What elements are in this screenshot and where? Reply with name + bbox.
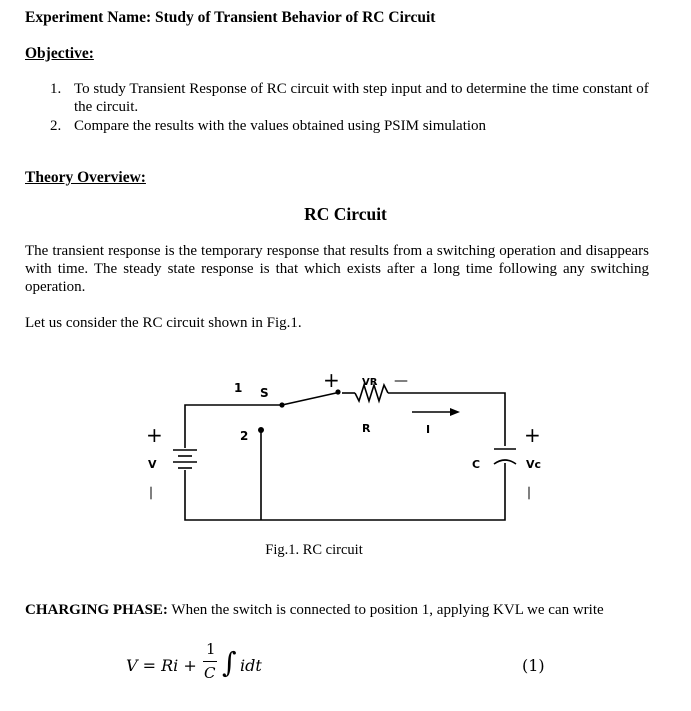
wire-resistor-capacitor xyxy=(388,393,505,446)
equation-lhs: V = Ri + xyxy=(126,656,197,675)
charging-phase-line xyxy=(25,602,604,619)
section-title: RC Circuit xyxy=(304,204,387,224)
equation-fraction-bar xyxy=(203,661,217,662)
equation-integrand: idt xyxy=(240,656,262,675)
switch-pos1-label: 1 xyxy=(234,381,243,395)
switch-pos2-label: 2 xyxy=(240,429,249,443)
objective-list xyxy=(50,80,650,136)
figure-caption: Fig.1. RC circuit xyxy=(265,542,363,558)
source-minus: — xyxy=(143,486,159,500)
capacitor-label: C xyxy=(472,458,481,471)
objective-heading: Objective: xyxy=(25,45,94,62)
current-arrow-head xyxy=(450,408,460,416)
objective-number: 2. xyxy=(50,118,62,134)
vr-plus: + xyxy=(323,368,340,392)
vc-plus: + xyxy=(524,423,541,447)
vr-label: VR xyxy=(362,377,378,388)
switch-label: S xyxy=(260,386,269,400)
theory-heading: Theory Overview: xyxy=(25,169,146,186)
switch-pivot xyxy=(279,402,284,407)
equation-fraction-denominator: C xyxy=(204,664,216,682)
theory-paragraph: The transient response is the temporary response that results from a switching operation and disappears with time. The steady state response is that which exists after a long time following any switching operation. xyxy=(25,243,649,295)
resistor-label: R xyxy=(362,422,371,435)
equation-fraction-numerator: 1 xyxy=(206,640,216,658)
rc-circuit-diagram xyxy=(130,368,570,538)
vr-minus: — xyxy=(394,373,408,389)
experiment-title: Experiment Name: Study of Transient Behavior of RC Circuit xyxy=(25,9,436,26)
vc-minus: — xyxy=(521,486,537,500)
charging-phase-label: CHARGING PHASE: xyxy=(25,602,168,618)
objective-item-1 xyxy=(50,80,650,116)
source-plus: + xyxy=(146,423,163,447)
charging-phase-text: When the switch is connected to position 1, applying KVL we can write xyxy=(167,602,604,618)
equation-number: (1) xyxy=(522,656,545,675)
vc-label: Vc xyxy=(526,458,542,471)
wire-bottom xyxy=(185,463,505,520)
objective-text: Compare the results with the values obtained using PSIM simulation xyxy=(74,118,487,134)
objective-text: To study Transient Response of RC circuit with step input and to determine the time constant of the circuit. xyxy=(74,81,649,115)
switch-blade xyxy=(282,393,336,405)
wire-battery-top xyxy=(185,405,282,448)
figure-reference-paragraph: Let us consider the RC circuit shown in Fig.1. xyxy=(25,315,302,331)
objective-item-2 xyxy=(50,117,650,135)
equation-integral-sign: ∫ xyxy=(222,646,237,679)
switch-contact-2 xyxy=(258,427,264,433)
objective-number: 1. xyxy=(50,81,62,97)
current-label: I xyxy=(426,423,431,436)
source-label: V xyxy=(148,458,157,471)
